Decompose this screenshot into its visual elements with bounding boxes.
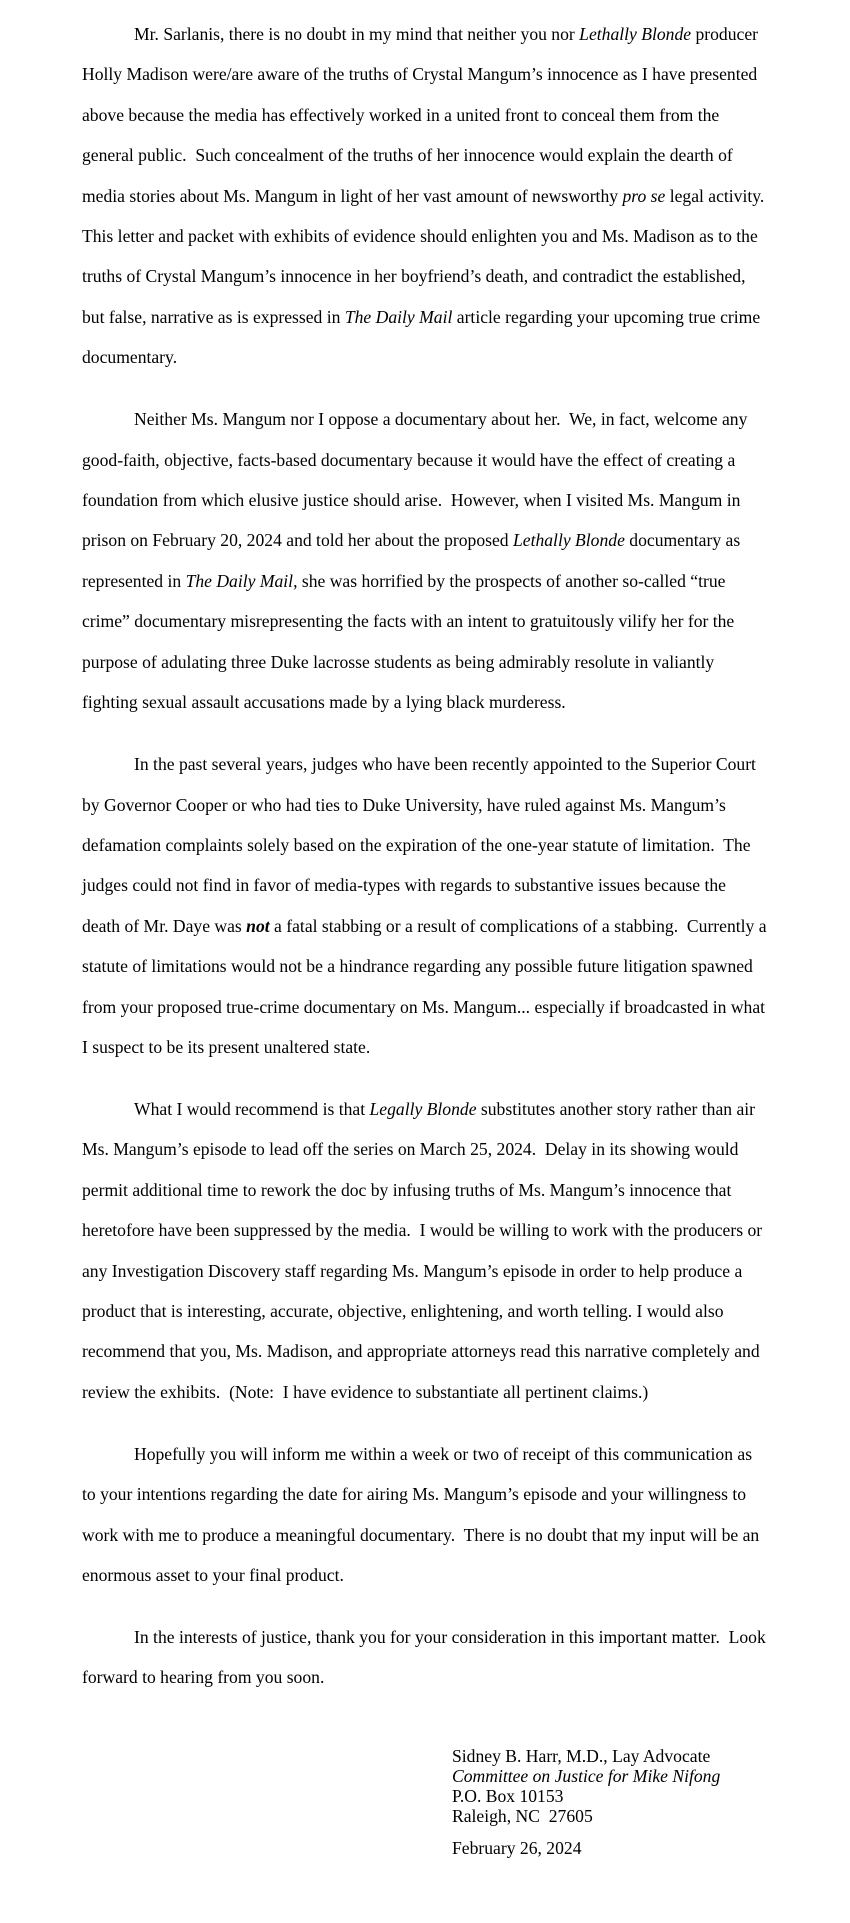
text-line — [82, 865, 772, 905]
text-segment: fighting sexual assault accusations made by a lying black murderess. — [82, 692, 566, 713]
text-segment: represented in — [82, 570, 186, 591]
emphasized-text: The Daily Mail — [344, 306, 453, 327]
text-line — [82, 440, 772, 480]
text-segment: In the past several years, judges who have been recently appointed to the Superior Court — [134, 754, 756, 775]
text-segment: prison on February 20, 2024 and told her about the proposed — [82, 530, 513, 551]
text-segment: defamation complaints solely based on the expiration of the one-year statute of limitation. The — [82, 834, 751, 855]
letter-date: February 26, 2024 — [452, 1838, 582, 1858]
text-segment: In the interests of justice, thank you for your consideration in this important matter. Look — [134, 1627, 766, 1647]
text-line — [82, 135, 772, 175]
paragraph-5 — [82, 1434, 772, 1596]
text-line — [82, 14, 772, 54]
text-segment: general public. Such concealment of the truths of her innocence would explain the dearth of — [82, 145, 733, 166]
emphasized-text: not — [246, 915, 270, 936]
signature-po-box: P.O. Box 10153 — [452, 1786, 564, 1806]
text-segment: permit additional time to rework the doc by infusing truths of Ms. Mangum’s innocence that — [82, 1179, 732, 1200]
text-line — [82, 906, 772, 946]
text-segment: purpose of adulating three Duke lacrosse students as being admirably resolute in valiantly — [82, 651, 715, 672]
paragraph-4 — [82, 1089, 772, 1412]
paragraph-1 — [82, 14, 772, 378]
text-segment: forward to hearing from you soon. — [82, 1667, 325, 1688]
text-segment: article regarding your upcoming true crime — [452, 306, 761, 327]
text-line — [82, 176, 772, 216]
text-segment: heretofore have been suppressed by the media. I would be willing to work with the producers or — [82, 1220, 763, 1241]
text-segment: judges could not find in favor of media-types with regards to substantive issues because the — [82, 875, 726, 896]
signature-organization: Committee on Justice for Mike Nifong — [452, 1766, 721, 1786]
text-segment: death of Mr. Daye was — [82, 915, 247, 936]
emphasized-text: pro se — [622, 185, 666, 206]
text-segment: Ms. Mangum’s episode to lead off the series on March 25, 2024. Delay in its showing would — [82, 1139, 739, 1160]
text-segment: but false, narrative as is expressed in — [82, 306, 345, 327]
emphasized-text: The Daily Mail — [185, 570, 294, 591]
text-segment: recommend that you, Ms. Madison, and appropriate attorneys read this narrative completely and — [82, 1341, 760, 1362]
text-line — [82, 987, 772, 1027]
text-line — [82, 399, 772, 439]
text-segment: media stories about Ms. Mangum in light of her vast amount of newsworthy — [82, 185, 623, 206]
text-segment: , she was horrified by the prospects of another so-called “true — [293, 570, 726, 591]
text-segment: product that is interesting, accurate, objective, enlightening, and worth telling. I would also — [82, 1300, 724, 1321]
text-line — [82, 1474, 772, 1514]
emphasized-text: Legally Blonde — [369, 1098, 477, 1119]
text-line — [82, 480, 772, 520]
text-line — [82, 825, 772, 865]
text-segment: What I would recommend is that — [134, 1098, 370, 1119]
text-line — [82, 1291, 772, 1331]
emphasized-text: Lethally Blonde — [579, 24, 692, 44]
text-segment: I suspect to be its present unaltered state. — [82, 1036, 371, 1057]
text-line — [82, 1515, 772, 1555]
text-segment: a fatal stabbing or a result of complications of a stabbing. Currently a — [269, 915, 767, 936]
text-line — [82, 54, 772, 94]
text-segment: Hopefully you will inform me within a week or two of receipt of this communication as — [134, 1443, 753, 1464]
letter-body — [82, 14, 772, 1719]
text-segment: documentary. — [82, 347, 178, 368]
text-line — [82, 95, 772, 135]
text-segment: good-faith, objective, facts-based documentary because it would have the effect of creating a — [82, 449, 736, 470]
text-line — [82, 1657, 772, 1697]
text-segment: from your proposed true-crime documentary on Ms. Mangum... especially if broadcasted in what — [82, 996, 766, 1017]
text-segment: review the exhibits. (Note: I have evidence to substantiate all pertinent claims.) — [82, 1381, 649, 1402]
text-line — [82, 1089, 772, 1129]
signature-city-state-zip: Raleigh, NC 27605 — [452, 1806, 593, 1826]
text-segment: legal activity. — [665, 185, 765, 206]
text-segment: producer — [691, 24, 758, 44]
text-segment: documentary as — [624, 530, 741, 551]
text-segment: enormous asset to your final product. — [82, 1565, 344, 1585]
text-line — [82, 1210, 772, 1250]
text-line — [82, 1617, 772, 1657]
text-line — [82, 1434, 772, 1474]
text-segment: foundation from which elusive justice should arise. However, when I visited Ms. Mangum in — [82, 490, 741, 511]
text-line — [82, 785, 772, 825]
text-line — [82, 946, 772, 986]
text-segment: truths of Crystal Mangum’s innocence in her boyfriend’s death, and contradict the established, — [82, 266, 746, 287]
signature-block — [452, 1746, 720, 1858]
text-line — [82, 1027, 772, 1067]
text-segment: statute of limitations would not be a hindrance regarding any possible future litigation spawned — [82, 956, 753, 977]
text-line — [82, 216, 772, 256]
text-line — [82, 256, 772, 296]
text-segment: Holly Madison were/are aware of the truths of Crystal Mangum’s innocence as I have presented — [82, 64, 758, 85]
text-line — [82, 682, 772, 722]
paragraph-2 — [82, 399, 772, 722]
text-line — [82, 1251, 772, 1291]
text-line — [82, 1372, 772, 1412]
text-line — [82, 561, 772, 601]
text-line — [82, 1170, 772, 1210]
text-line — [82, 744, 772, 784]
text-segment: This letter and packet with exhibits of evidence should enlighten you and Ms. Madison as to the — [82, 226, 758, 247]
text-segment: work with me to produce a meaningful documentary. There is no doubt that my input will be an — [82, 1524, 760, 1545]
text-segment: Neither Ms. Mangum nor I oppose a documentary about her. We, in fact, welcome any — [134, 409, 748, 430]
text-segment: any Investigation Discovery staff regarding Ms. Mangum’s episode in order to help produce a — [82, 1260, 743, 1281]
text-line — [82, 1129, 772, 1169]
text-segment: substitutes another story rather than air — [476, 1098, 756, 1119]
emphasized-text: Lethally Blonde — [512, 530, 625, 551]
text-segment: crime” documentary misrepresenting the facts with an intent to gratuitously vilify her for the — [82, 611, 735, 632]
signature-name: Sidney B. Harr, M.D., Lay Advocate — [452, 1746, 711, 1766]
paragraph-6 — [82, 1617, 772, 1698]
text-line — [82, 1555, 772, 1595]
text-line — [82, 642, 772, 682]
text-line — [82, 520, 772, 560]
text-segment: above because the media has effectively worked in a united front to conceal them from the — [82, 104, 720, 125]
text-line — [82, 337, 772, 377]
text-segment: Mr. Sarlanis, there is no doubt in my mind that neither you nor — [134, 24, 580, 44]
text-segment: by Governor Cooper or who had ties to Duke University, have ruled against Ms. Mangum’s — [82, 794, 726, 815]
paragraph-3 — [82, 744, 772, 1067]
text-line — [82, 297, 772, 337]
text-line — [82, 1331, 772, 1371]
text-line — [82, 601, 772, 641]
text-segment: to your intentions regarding the date for airing Ms. Mangum’s episode and your willingness to — [82, 1484, 747, 1505]
